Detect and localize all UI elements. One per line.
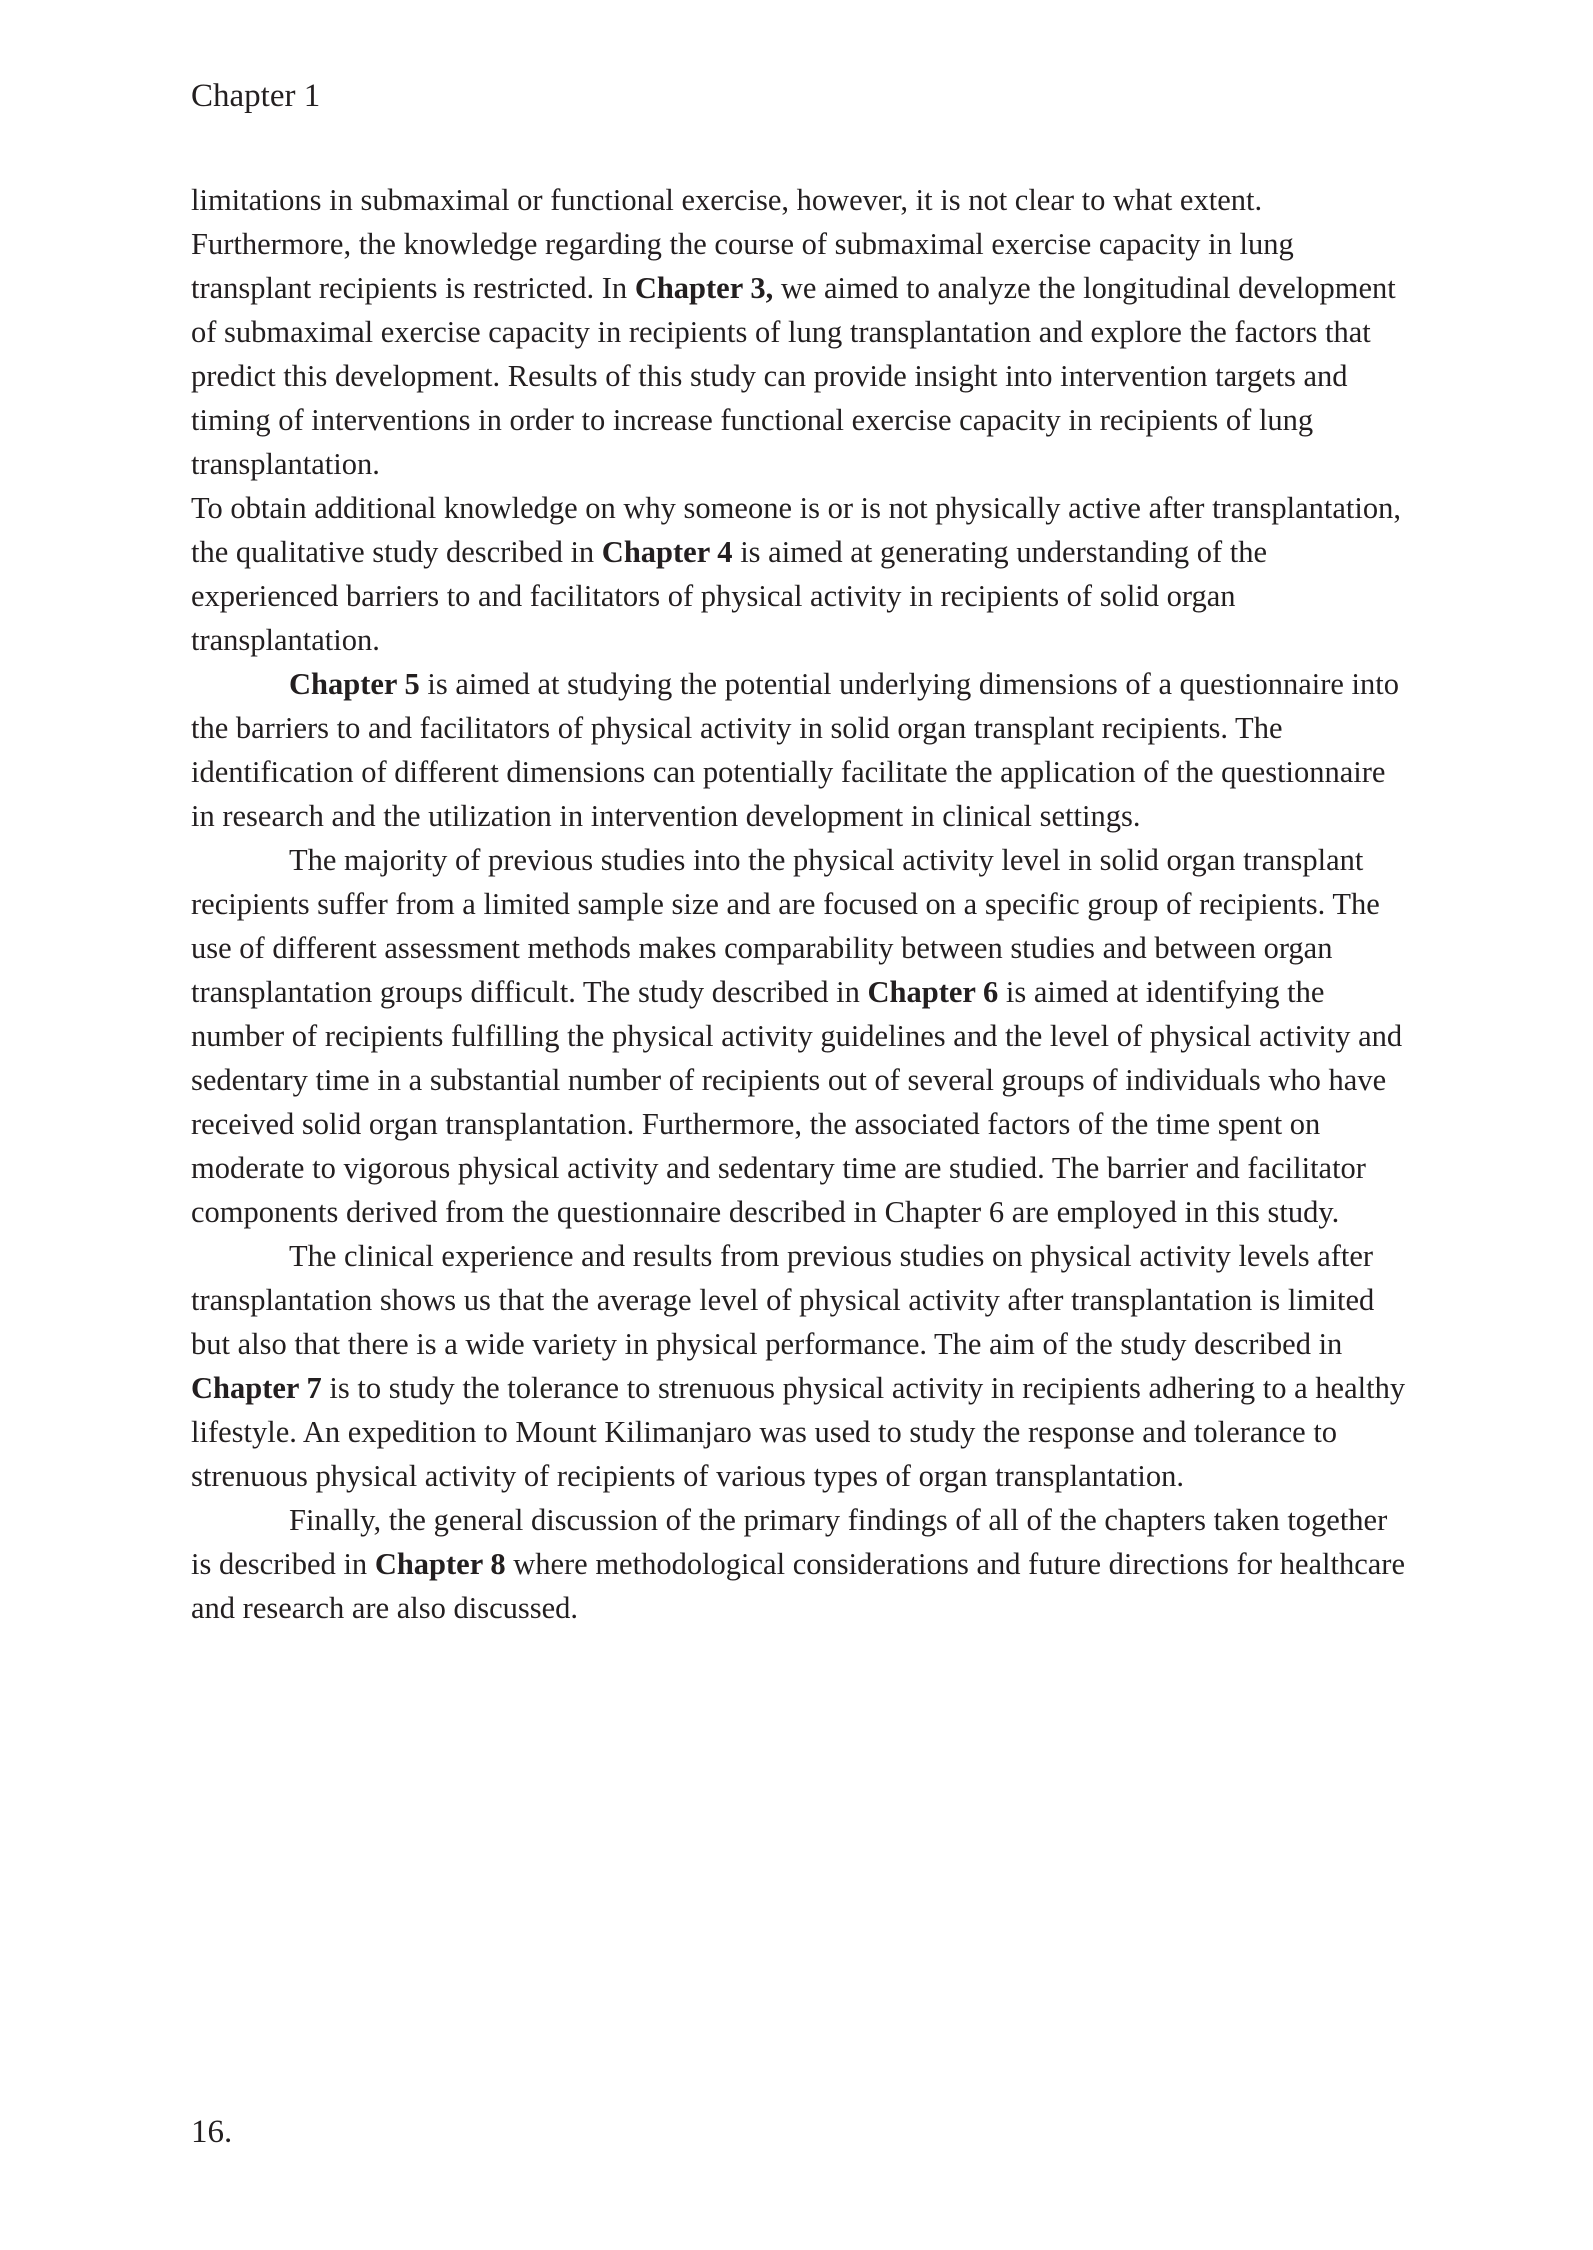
text-run: To obtain additional knowledge on why someone is or is not physically active after transplantation, the qualitative study described in <box>191 491 1401 569</box>
chapter-reference: Chapter 7 <box>191 1371 322 1405</box>
text-run: Finally, the general discussion of the primary findings of all of the chapters taken together is described in <box>191 1503 1388 1581</box>
page-number: 16. <box>191 2114 233 2150</box>
text-run: is aimed at generating understanding of the experienced barriers to and facilitators of physical activity in recipients of solid organ transplantation. <box>191 535 1267 657</box>
paragraph <box>191 662 1406 838</box>
text-run: The majority of previous studies into the physical activity level in solid organ transplant recipients suffer from a limited sample size and are focused on a specific group of recipients. The use of different assessment methods makes comparability between studies and between organ transplantation groups difficult. The study described in <box>191 843 1380 1009</box>
text-run: where methodological considerations and future directions for healthcare and research are also discussed. <box>191 1547 1405 1625</box>
paragraph <box>191 1498 1406 1630</box>
chapter-reference: Chapter 8 <box>374 1547 506 1581</box>
text-run: is aimed at identifying the number of recipients fulfilling the physical activity guidelines and the level of physical activity and sedentary time in a substantial number of recipients out of several groups of individuals who have received solid organ transplantation. Furthermore, the associated factors of the time spent on moderate to vigorous physical activity and sedentary time are studied. The barrier and facilitator components derived from the questionnaire described in Chapter 6 are employed in this study. <box>191 975 1403 1229</box>
paragraph <box>191 178 1406 486</box>
chapter-reference: Chapter 3, <box>634 271 774 305</box>
chapter-reference: Chapter 4 <box>601 535 733 569</box>
text-run: The clinical experience and results from previous studies on physical activity levels after transplantation shows us that the average level of physical activity after transplantation is limited but also that there is a wide variety in physical performance. The aim of the study described in <box>191 1239 1375 1361</box>
text-run: limitations in submaximal or functional exercise, however, it is not clear to what extent. Furthermore, the knowledge regarding the course of submaximal exercise capacity in lung transplant recipients is restricted. In <box>191 183 1294 305</box>
paragraph <box>191 1234 1406 1498</box>
body-text <box>191 178 1406 1630</box>
chapter-reference: Chapter 6 <box>867 975 999 1009</box>
text-run: we aimed to analyze the longitudinal development of submaximal exercise capacity in recipients of lung transplantation and explore the factors that predict this development. Results of this study can provide insight into intervention targets and timing of interventions in order to increase functional exercise capacity in recipients of lung transplantation. <box>191 271 1396 481</box>
chapter-reference: Chapter 5 <box>289 667 420 701</box>
paragraph <box>191 486 1406 662</box>
text-run: is to study the tolerance to strenuous physical activity in recipients adhering to a healthy lifestyle. An expedition to Mount Kilimanjaro was used to study the response and tolerance to strenuous physical activity of recipients of various types of organ transplantation. <box>191 1371 1406 1493</box>
text-run: is aimed at studying the potential underlying dimensions of a questionnaire into the barriers to and facilitators of physical activity in solid organ transplant recipients. The identification of different dimensions can potentially facilitate the application of the questionnaire in research and the utilization in intervention development in clinical settings. <box>191 667 1399 833</box>
paragraph <box>191 838 1406 1234</box>
running-head: Chapter 1 <box>191 78 321 114</box>
